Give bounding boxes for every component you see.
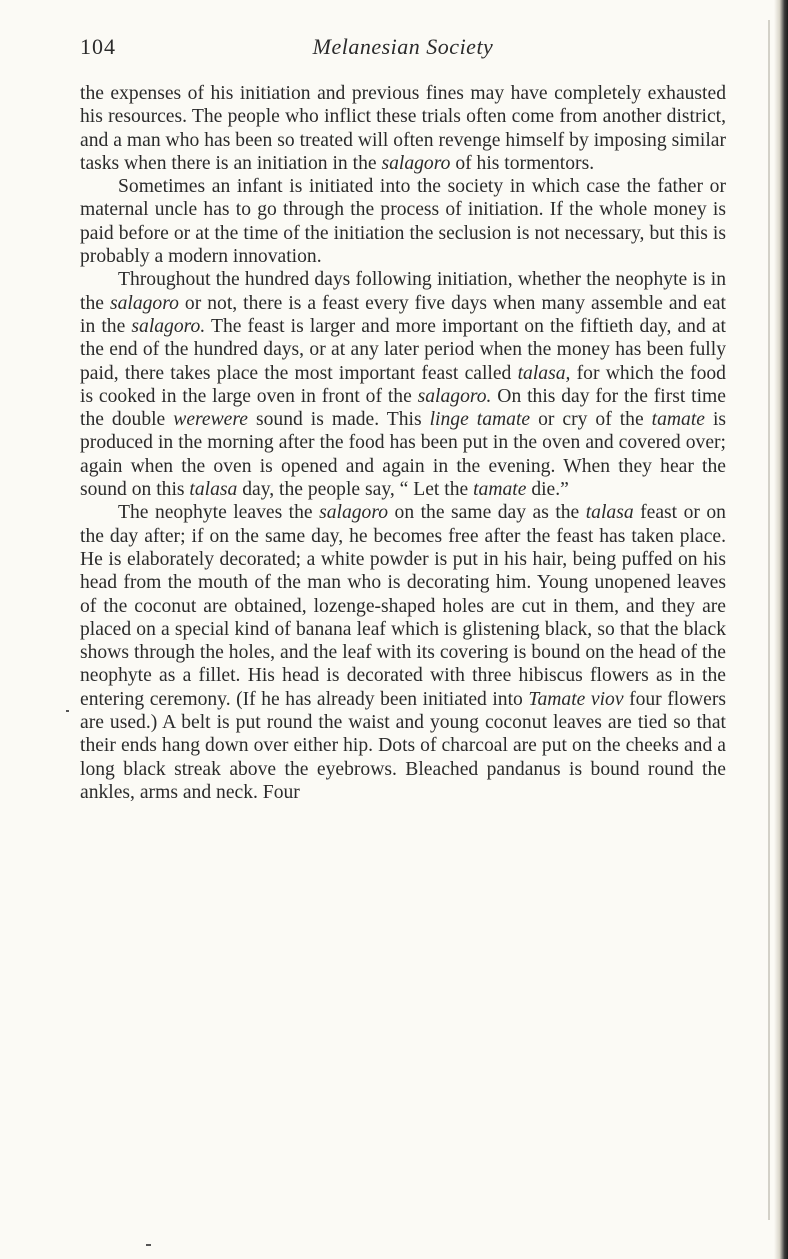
body-text (80, 82, 726, 804)
italic-term: salagoro. (131, 315, 206, 337)
italic-term: tamate (473, 479, 527, 501)
paragraph-1: the expenses of his initiation and previous fines may have completely exhausted his resources. The people who inflict these trials often come from another district, and a man who has been so treated will often revenge himself by imposing similar tasks when there is an initiation in the salagoro of his tormentors. (80, 83, 726, 174)
italic-term: salagoro (109, 292, 179, 314)
page-edge-shadow (774, 0, 788, 1259)
page-number: 104 (80, 34, 116, 59)
italic-term: salagoro (319, 502, 389, 524)
italic-term: talasa, (517, 362, 571, 384)
margin-mark (66, 710, 69, 712)
italic-term: talasa (585, 502, 634, 524)
italic-term: werewere (173, 409, 248, 431)
page-header (80, 34, 726, 64)
scan-speck (146, 1244, 151, 1246)
paragraph-2: Sometimes an infant is initiated into the society in which case the father or maternal uncle has to go through the process of initiation. If the whole money is paid before or at the time of the initiation the seclusion is not necessary, but this is probably a modern innovation. (80, 176, 726, 268)
italic-term: salagoro (381, 152, 451, 174)
italic-term: linge tamate (429, 409, 531, 431)
page-edge-line (768, 20, 770, 1220)
paragraph-4: The neophyte leaves the salagoro on the same day as the talasa feast or on the day after; if on the same day, he becomes free after the feast has taken place. He is elaborately decorated; a white powder is put in his hair, being puffed on his head from the mouth of the man who is decorating him. Young unopened leaves of the coconut are obtained, lozenge-shaped holes are cut in them, and they are placed on a special kind of banana leaf which is glistening black, so that the black shows through the holes, and the leaf with its covering is bound on the head of the neophyte as a fillet. His head is decorated with three hibiscus flowers as in the entering ceremony. (If he has already been initiated into Tamate viov four flowers are used.) A belt is put round the waist and young coconut leaves are tied so that their ends hang down over either hip. Dots of charcoal are put on the cheeks and a long black streak above the eyebrows. Bleached pandanus is bound round the ankles, arms and neck. Four (80, 502, 727, 803)
italic-term: salagoro. (417, 385, 492, 407)
paragraph-3: Throughout the hundred days following initiation, whether the neophyte is in the salagoro or not, there is a feast every five days when many assemble and eat in the salagoro. The feast is larger and more important on the fiftieth day, and at the end of the hundred days, or at any later period when the money has been fully paid, there takes place the most important feast called talasa, for which the food is cooked in the large oven in front of the salagoro. On this day for the first time the double werewere sound is made. This linge tamate or cry of the tamate is produced in the morning after the food has been put in the oven and covered over; again when the oven is opened and again in the evening. When they hear the sound on this talasa day, the people say, “ Let the tamate die.” (80, 269, 727, 501)
running-title: Melanesian Society (312, 34, 494, 59)
italic-term: Tamate viov (528, 688, 624, 710)
italic-term: tamate (651, 409, 705, 431)
italic-term: talasa (189, 479, 238, 501)
